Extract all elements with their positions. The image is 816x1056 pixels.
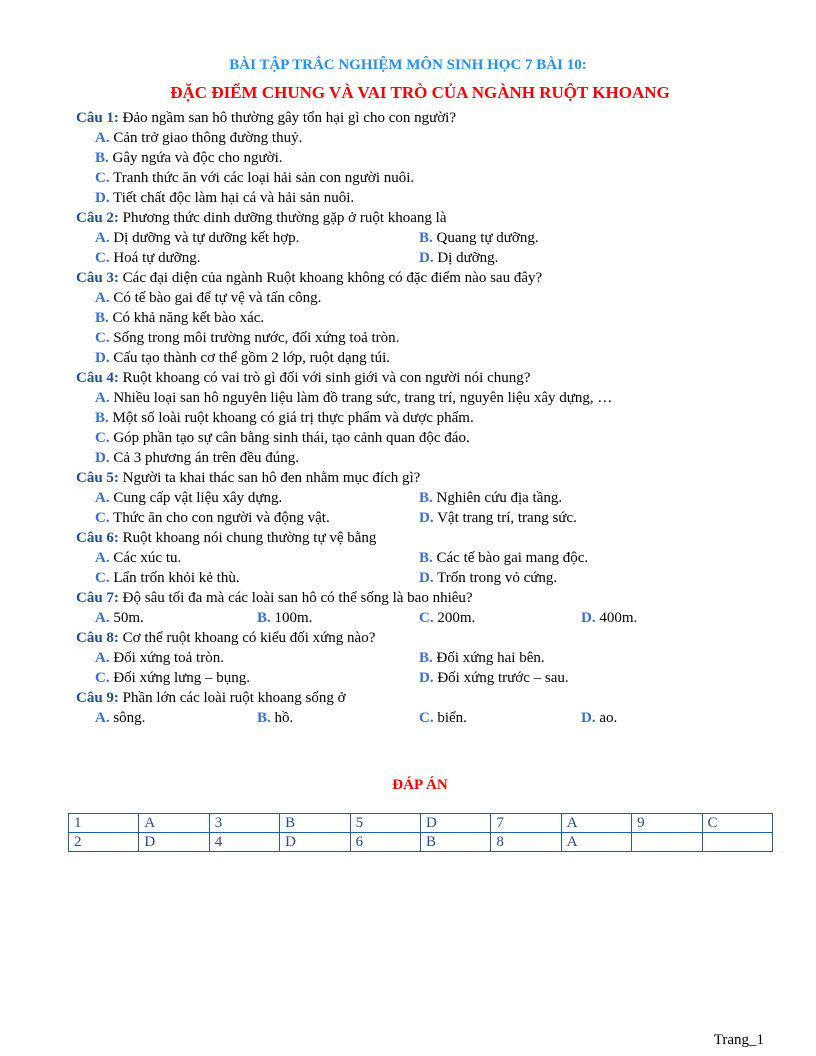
answer-option-c	[95, 168, 776, 188]
option-text: Các tế bào gai mang độc.	[436, 550, 589, 566]
option-letter: C.	[419, 610, 434, 626]
question-number: Câu 1:	[76, 110, 119, 126]
answer-cell: A	[561, 833, 631, 852]
question-number: Câu 7:	[76, 590, 119, 606]
option-text: Trốn trong vỏ cứng.	[437, 570, 558, 586]
option-letter: B.	[419, 230, 433, 246]
answer-cell: C	[702, 814, 772, 833]
answer-option-b	[419, 228, 743, 248]
question-number-cell: 4	[209, 833, 279, 852]
option-row	[95, 348, 776, 368]
question-number-cell: 5	[350, 814, 420, 833]
answer-option-b	[257, 708, 419, 728]
option-letter: C.	[95, 170, 110, 186]
option-letter: A.	[95, 230, 110, 246]
answer-option-d	[95, 448, 776, 468]
table-row	[69, 833, 773, 852]
question-number-cell: 1	[69, 814, 139, 833]
option-text: Vật trang trí, trang sức.	[437, 510, 577, 526]
option-letter: C.	[95, 430, 110, 446]
option-text: Các xúc tu.	[113, 550, 182, 566]
option-text: Nhiều loại san hô nguyên liệu làm đồ trang sức, trang trí, nguyên liệu xây dựng, …	[113, 390, 613, 406]
answer-option-d	[419, 568, 743, 588]
option-letter: D.	[419, 570, 434, 586]
question-number-cell: 2	[69, 833, 139, 852]
answer-key-title: ĐÁP ÁN	[392, 777, 448, 793]
question-number: Câu 9:	[76, 690, 119, 706]
option-letter: D.	[419, 670, 434, 686]
answer-option-c	[419, 608, 581, 628]
option-list	[95, 648, 776, 688]
question-stem	[76, 588, 776, 608]
option-row	[95, 488, 776, 508]
question-text: Ruột khoang nói chung thường tự vệ bằng	[122, 530, 377, 546]
question-number-cell: 9	[632, 814, 702, 833]
question-number: Câu 2:	[76, 210, 119, 226]
answer-cell: D	[420, 814, 490, 833]
option-letter: B.	[419, 550, 433, 566]
option-letter: B.	[419, 490, 433, 506]
option-list	[95, 388, 776, 468]
question-text: Phương thức dinh dưỡng thường gặp ở ruột khoang là	[122, 210, 447, 226]
option-text: Một số loài ruột khoang có giá trị thực phẩm và dược phẩm.	[112, 410, 474, 426]
option-text: ao.	[599, 710, 618, 726]
answer-option-a	[95, 288, 776, 308]
option-text: 400m.	[599, 610, 638, 626]
option-letter: D.	[95, 350, 110, 366]
answer-option-b	[95, 148, 776, 168]
option-text: Tiết chất độc làm hại cá và hải sản nuôi.	[113, 190, 355, 206]
option-text: Nghiên cứu địa tầng.	[436, 490, 563, 506]
question-number-cell: 7	[491, 814, 561, 833]
question-text: Phần lớn các loài ruột khoang sống ở	[122, 690, 346, 706]
answer-option-c	[95, 668, 419, 688]
question-stem	[76, 688, 776, 708]
option-letter: B.	[257, 610, 271, 626]
option-letter: C.	[95, 670, 110, 686]
answer-option-d	[419, 668, 743, 688]
question-2	[76, 208, 776, 268]
option-row	[95, 448, 776, 468]
option-text: Cản trở giao thông đường thuỷ.	[113, 130, 303, 146]
question-9	[76, 688, 776, 728]
option-text: hồ.	[274, 710, 294, 726]
question-number-cell	[632, 833, 702, 852]
answer-option-b	[95, 408, 776, 428]
question-stem	[76, 368, 776, 388]
answer-option-d	[419, 508, 743, 528]
answer-cell: B	[280, 814, 350, 833]
answer-option-a	[95, 128, 776, 148]
option-list	[95, 608, 776, 628]
option-row	[95, 568, 776, 588]
option-row	[95, 288, 776, 308]
question-list	[76, 108, 776, 728]
option-text: 100m.	[274, 610, 313, 626]
option-list	[95, 128, 776, 208]
option-letter: D.	[581, 610, 596, 626]
option-list	[95, 708, 776, 728]
option-letter: C.	[419, 710, 434, 726]
question-number-cell: 3	[209, 814, 279, 833]
answer-option-a	[95, 388, 776, 408]
option-letter: A.	[95, 390, 110, 406]
question-stem	[76, 208, 776, 228]
option-row	[95, 508, 776, 528]
option-text: Có tế bào gai để tự vệ và tấn công.	[113, 290, 322, 306]
answer-option-c	[419, 708, 581, 728]
option-letter: C.	[95, 330, 110, 346]
option-text: Sống trong môi trường nước, đối xứng toả tròn.	[113, 330, 400, 346]
answer-option-b	[419, 648, 743, 668]
answer-option-d	[95, 188, 776, 208]
option-letter: D.	[581, 710, 596, 726]
option-text: Hoá tự dưỡng.	[113, 250, 201, 266]
option-letter: A.	[95, 290, 110, 306]
option-letter: A.	[95, 650, 110, 666]
option-row	[95, 408, 776, 428]
option-row	[95, 168, 776, 188]
answer-option-a	[95, 228, 419, 248]
question-text: Các đại diện của ngành Ruột khoang không có đặc điểm nào sau đây?	[122, 270, 543, 286]
question-text: Cơ thể ruột khoang có kiểu đối xứng nào?	[122, 630, 376, 646]
option-text: Góp phần tạo sự cân bằng sinh thái, tạo cảnh quan độc đáo.	[113, 430, 470, 446]
option-row	[95, 428, 776, 448]
option-row	[95, 328, 776, 348]
answer-option-d	[95, 348, 776, 368]
question-text: Người ta khai thác san hô đen nhằm mục đích gì?	[122, 470, 421, 486]
answer-cell	[702, 833, 772, 852]
question-1	[76, 108, 776, 208]
option-text: Đối xứng lưng – bụng.	[113, 670, 251, 686]
answer-option-d	[581, 708, 743, 728]
question-number-cell: 6	[350, 833, 420, 852]
question-6	[76, 528, 776, 588]
option-letter: B.	[95, 410, 109, 426]
page-subtitle: ĐẶC ĐIỂM CHUNG VÀ VAI TRÒ CỦA NGÀNH RUỘT KHOANG	[170, 83, 670, 102]
option-text: Lẩn trốn khỏi kẻ thù.	[113, 570, 240, 586]
option-letter: D.	[95, 450, 110, 466]
page-title: BÀI TẬP TRẮC NGHIỆM MÔN SINH HỌC 7 BÀI 10:	[229, 57, 587, 73]
question-4	[76, 368, 776, 468]
option-row	[95, 668, 776, 688]
option-text: Cả 3 phương án trên đều đúng.	[113, 450, 299, 466]
answer-option-b	[419, 488, 743, 508]
option-text: Cung cấp vật liệu xây dựng.	[113, 490, 283, 506]
option-list	[95, 288, 776, 368]
option-row	[95, 128, 776, 148]
page-number: Trang_1	[713, 1032, 764, 1048]
option-text: Tranh thức ăn với các loại hải sản con người nuôi.	[113, 170, 415, 186]
question-number: Câu 4:	[76, 370, 119, 386]
option-text: Đối xứng toả tròn.	[113, 650, 224, 666]
option-text: Đối xứng hai bên.	[436, 650, 545, 666]
answer-cell: B	[420, 833, 490, 852]
answer-option-c	[95, 568, 419, 588]
option-letter: D.	[95, 190, 110, 206]
answer-cell: A	[139, 814, 209, 833]
option-letter: C.	[95, 570, 110, 586]
option-row	[95, 308, 776, 328]
option-list	[95, 548, 776, 588]
option-list	[95, 228, 776, 268]
question-stem	[76, 108, 776, 128]
option-letter: A.	[95, 710, 110, 726]
answer-option-c	[95, 508, 419, 528]
question-5	[76, 468, 776, 528]
answer-key-table	[68, 813, 773, 852]
option-letter: B.	[257, 710, 271, 726]
option-letter: A.	[95, 130, 110, 146]
answer-option-a	[95, 488, 419, 508]
option-text: Quang tự dưỡng.	[436, 230, 539, 246]
option-row	[95, 708, 776, 728]
answer-option-d	[419, 248, 743, 268]
question-text: Ruột khoang có vai trò gì đối với sinh giới và con người nói chung?	[122, 370, 531, 386]
question-text: Độ sâu tối đa mà các loài san hô có thể sống là bao nhiêu?	[122, 590, 473, 606]
option-text: sông.	[113, 710, 146, 726]
question-7	[76, 588, 776, 628]
option-row	[95, 228, 776, 248]
answer-option-b	[95, 308, 776, 328]
question-text: Đảo ngầm san hô thường gây tổn hại gì cho con người?	[122, 110, 456, 126]
option-row	[95, 148, 776, 168]
question-8	[76, 628, 776, 688]
answer-option-c	[95, 248, 419, 268]
answer-option-b	[419, 548, 743, 568]
option-letter: C.	[95, 510, 110, 526]
option-text: 200m.	[437, 610, 476, 626]
option-row	[95, 248, 776, 268]
option-letter: C.	[95, 250, 110, 266]
option-row	[95, 188, 776, 208]
option-text: Có khả năng kết bào xác.	[112, 310, 265, 326]
question-stem	[76, 268, 776, 288]
option-list	[95, 488, 776, 528]
option-text: Dị dưỡng và tự dưỡng kết hợp.	[113, 230, 300, 246]
question-number: Câu 6:	[76, 530, 119, 546]
option-letter: A.	[95, 550, 110, 566]
answer-option-c	[95, 328, 776, 348]
option-letter: A.	[95, 490, 110, 506]
answer-option-d	[581, 608, 743, 628]
option-row	[95, 608, 776, 628]
option-letter: D.	[419, 250, 434, 266]
option-text: Đối xứng trước – sau.	[437, 670, 569, 686]
option-text: Dị dưỡng.	[437, 250, 499, 266]
question-number-cell: 8	[491, 833, 561, 852]
question-number: Câu 5:	[76, 470, 119, 486]
option-text: biển.	[437, 710, 467, 726]
option-letter: D.	[419, 510, 434, 526]
answer-option-c	[95, 428, 776, 448]
question-stem	[76, 628, 776, 648]
option-row	[95, 648, 776, 668]
option-row	[95, 548, 776, 568]
answer-option-a	[95, 648, 419, 668]
question-number: Câu 3:	[76, 270, 119, 286]
option-letter: B.	[419, 650, 433, 666]
option-text: 50m.	[113, 610, 144, 626]
answer-cell: D	[280, 833, 350, 852]
option-letter: B.	[95, 150, 109, 166]
option-text: Thức ăn cho con người và động vật.	[113, 510, 330, 526]
option-row	[95, 388, 776, 408]
answer-option-a	[95, 708, 257, 728]
answer-cell: D	[139, 833, 209, 852]
table-row	[69, 814, 773, 833]
option-letter: B.	[95, 310, 109, 326]
question-stem	[76, 528, 776, 548]
option-text: Cấu tạo thành cơ thể gồm 2 lớp, ruột dạng túi.	[113, 350, 390, 366]
answer-option-b	[257, 608, 419, 628]
option-text: Gây ngứa và độc cho người.	[112, 150, 283, 166]
answer-option-a	[95, 608, 257, 628]
question-number: Câu 8:	[76, 630, 119, 646]
answer-cell: A	[561, 814, 631, 833]
answer-option-a	[95, 548, 419, 568]
question-3	[76, 268, 776, 368]
question-stem	[76, 468, 776, 488]
option-letter: A.	[95, 610, 110, 626]
